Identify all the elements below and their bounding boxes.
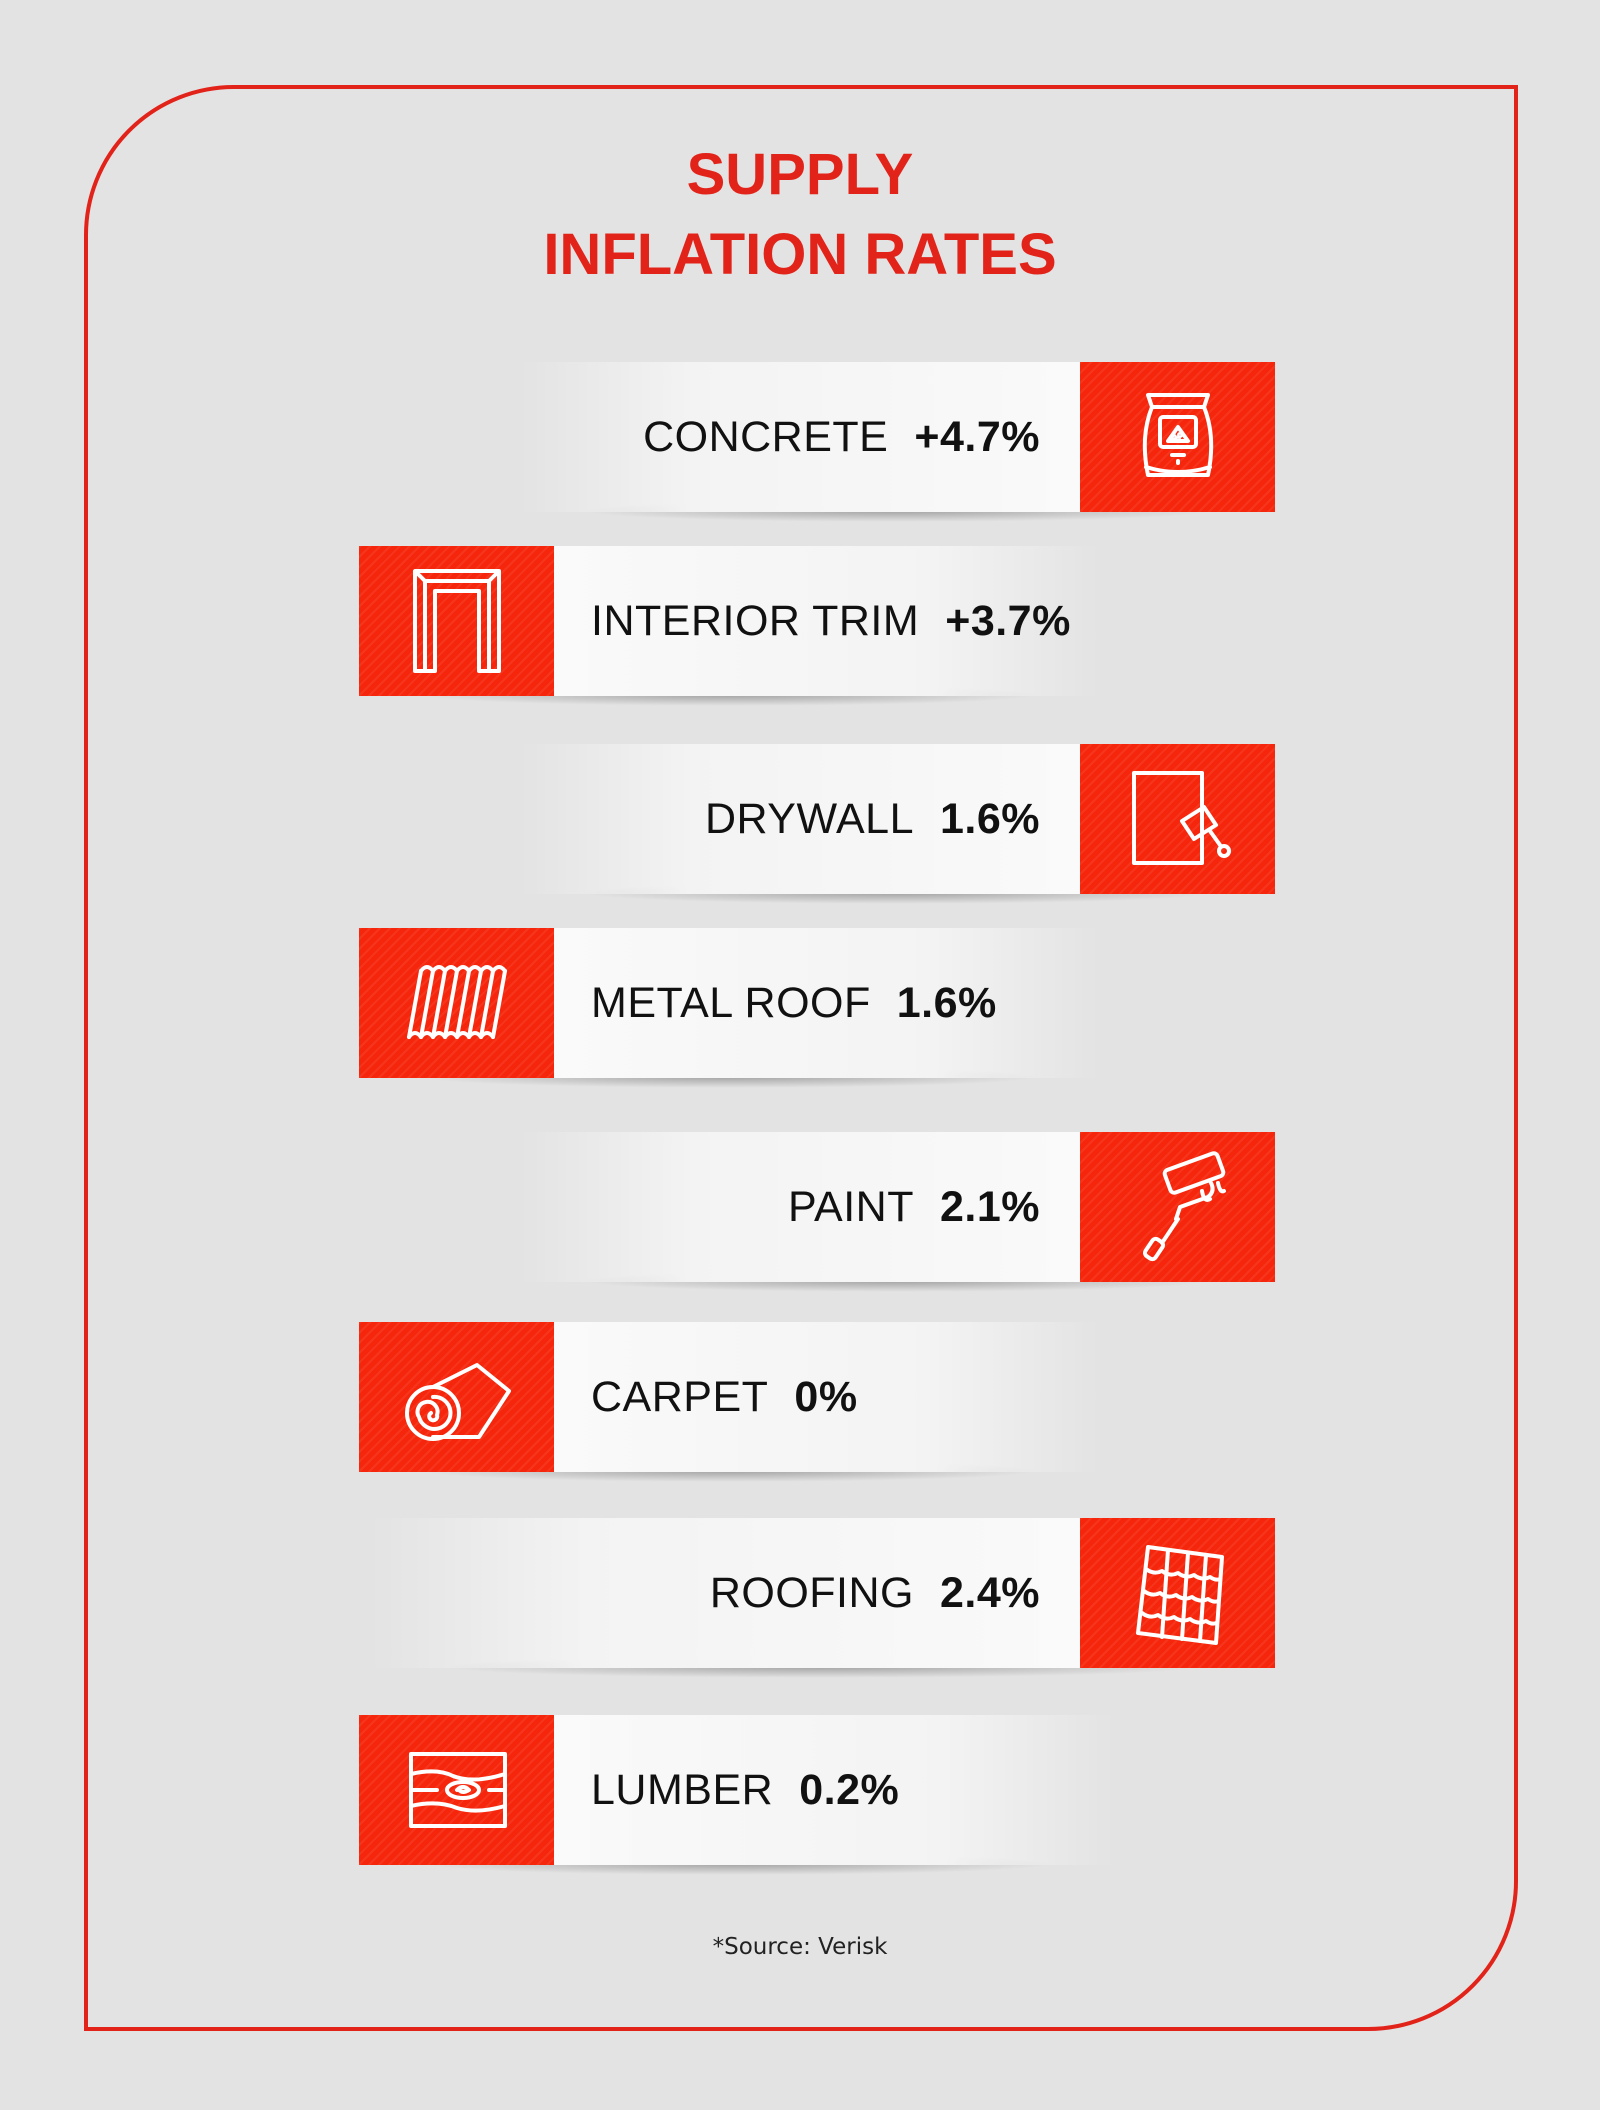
item-label-box <box>554 1322 1099 1472</box>
item-label: LUMBER <box>591 1765 774 1814</box>
item-row-paint <box>520 1132 1275 1282</box>
item-row-drywall <box>520 744 1275 894</box>
item-label: PAINT <box>788 1182 914 1231</box>
cement-bag-icon <box>1080 362 1275 512</box>
item-value: +4.7% <box>914 412 1040 461</box>
item-row-lumber <box>359 1715 1114 1865</box>
item-label: DRYWALL <box>704 794 914 843</box>
item-value: +3.7% <box>945 596 1071 645</box>
title-line-2: INFLATION RATES <box>543 222 1057 287</box>
item-row-interior-trim <box>359 546 1099 696</box>
door-frame-icon <box>359 546 554 696</box>
item-row-metal-roof <box>359 928 1099 1078</box>
item-value: 0.2% <box>799 1765 900 1814</box>
source-note: *Source: Verisk <box>712 1934 888 1960</box>
item-value: 1.6% <box>896 978 997 1027</box>
item-value: 2.4% <box>939 1568 1040 1617</box>
carpet-roll-icon <box>359 1322 554 1472</box>
wood-plank-icon <box>359 1715 554 1865</box>
corrugated-metal-icon <box>359 928 554 1078</box>
item-label-box <box>554 928 1099 1078</box>
item-label: ROOFING <box>709 1568 914 1617</box>
item-label: CARPET <box>591 1372 769 1421</box>
drywall-trowel-icon <box>1080 744 1275 894</box>
item-label-box <box>370 1518 1080 1668</box>
title-line-1: SUPPLY <box>686 142 914 207</box>
item-label: CONCRETE <box>643 412 889 461</box>
item-label-box <box>520 362 1080 512</box>
item-label-box <box>554 546 1099 696</box>
item-value: 2.1% <box>939 1182 1040 1231</box>
item-label-box <box>520 1132 1080 1282</box>
item-row-roofing <box>370 1518 1275 1668</box>
roof-tiles-icon <box>1080 1518 1275 1668</box>
item-row-concrete <box>520 362 1275 512</box>
item-label-box <box>554 1715 1114 1865</box>
item-value: 0% <box>794 1372 858 1421</box>
item-label: METAL ROOF <box>591 978 871 1027</box>
item-row-carpet <box>359 1322 1099 1472</box>
paint-roller-icon <box>1080 1132 1275 1282</box>
item-label-box <box>520 744 1080 894</box>
item-value: 1.6% <box>939 794 1040 843</box>
item-label: INTERIOR TRIM <box>591 596 920 645</box>
